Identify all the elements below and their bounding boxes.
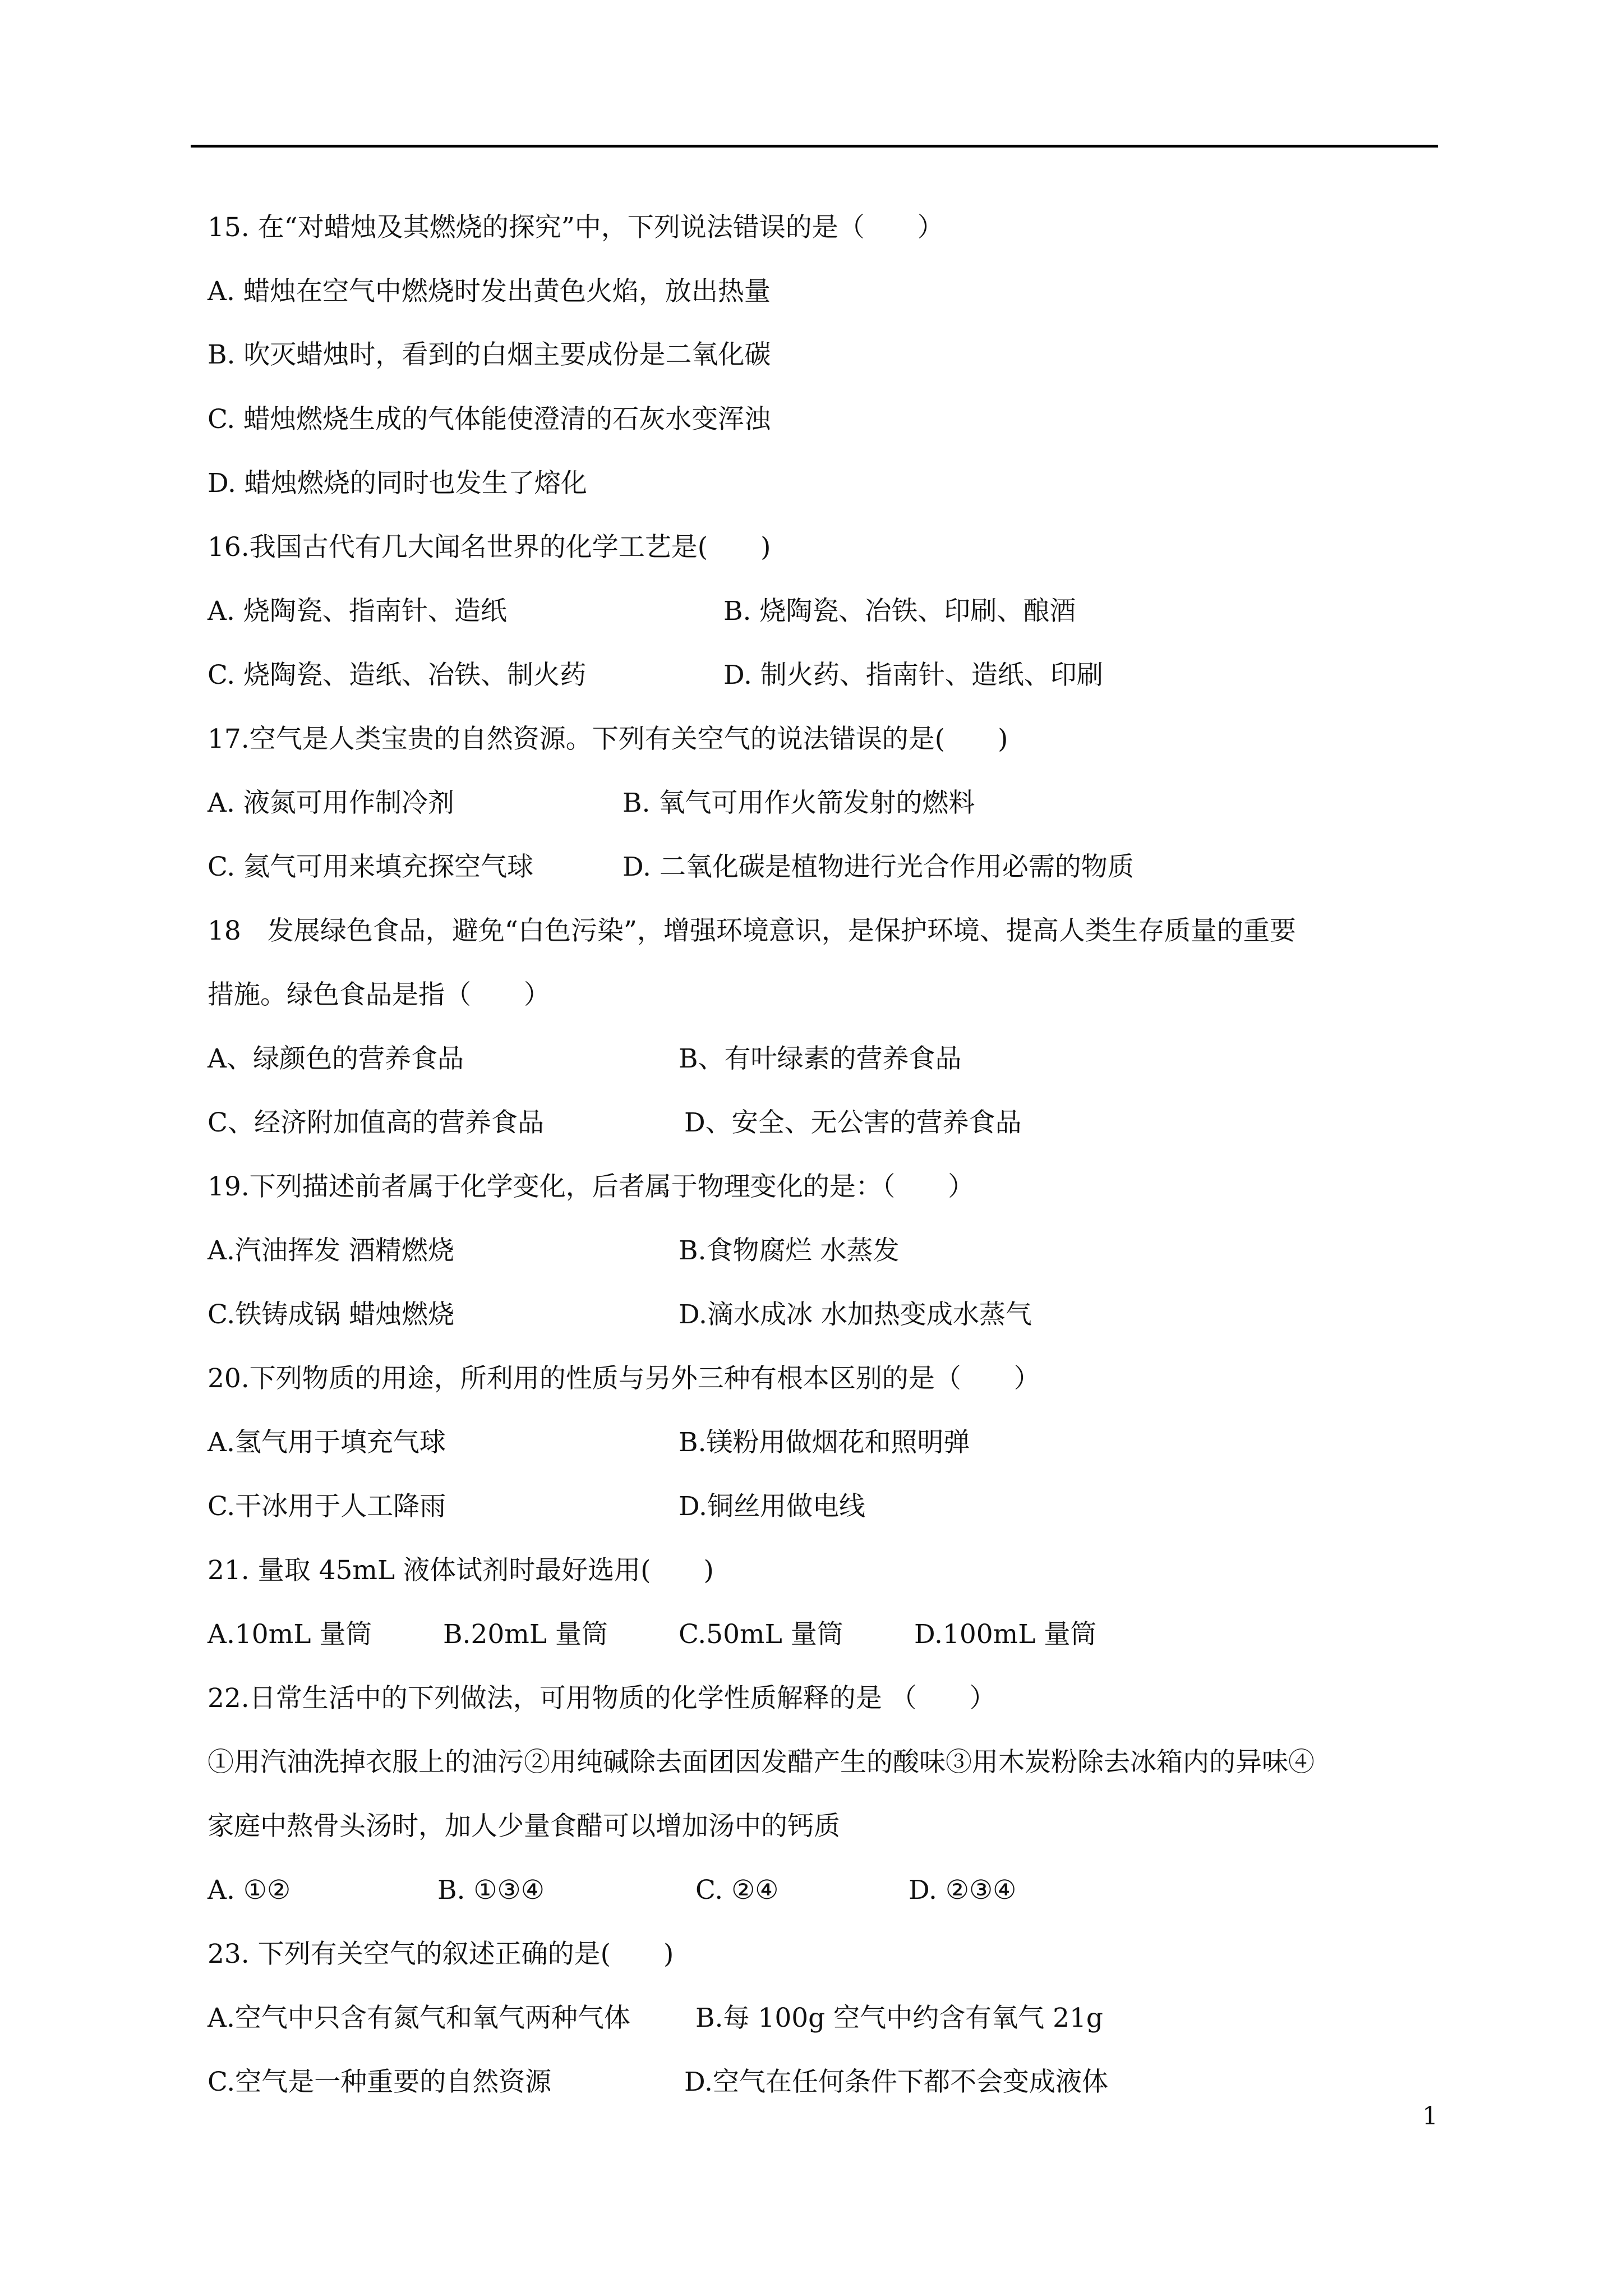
q21-option-a: A.10mL 量筒: [208, 1619, 372, 1650]
q23-option-a: A.空气中只含有氮气和氧气两种气体: [208, 2003, 630, 2033]
q15-option-c: C. 蜡烛燃烧生成的气体能使澄清的石灰水变浑浊: [208, 404, 771, 435]
q16-option-a: A. 烧陶瓷、指南针、造纸: [208, 596, 507, 627]
q23-stem: 23. 下列有关空气的叙述正确的是( ): [208, 1939, 674, 1970]
q17-option-d: D. 二氧化碳是植物进行光合作用必需的物质: [623, 852, 1134, 882]
q19-option-d: D.滴水成冰 水加热变成水蒸气: [679, 1299, 1032, 1330]
q18-option-c: C、经济附加值高的营养食品: [208, 1107, 544, 1138]
q17-option-b: B. 氧气可用作火箭发射的燃料: [623, 788, 975, 818]
q22-option-c: C. ②④: [695, 1875, 779, 1906]
q22-option-d: D. ②③④: [909, 1875, 1017, 1906]
q18-option-b: B、有叶绿素的营养食品: [679, 1043, 962, 1074]
q22-body-line1: ①用汽油洗掉衣服上的油污②用纯碱除去面团因发醋产生的酸味③用木炭粉除去冰箱内的异味④: [208, 1747, 1315, 1778]
q17-option-c: C. 氦气可用来填充探空气球: [208, 852, 534, 882]
q16-stem: 16.我国古代有几大闻名世界的化学工艺是( ): [208, 532, 771, 563]
q22-option-a: A. ①②: [208, 1875, 291, 1906]
q21-stem: 21. 量取 45mL 液体试剂时最好选用( ): [208, 1555, 714, 1586]
q20-stem: 20.下列物质的用途，所利用的性质与另外三种有根本区别的是（ ）: [208, 1363, 1040, 1394]
q23-option-d: D.空气在任何条件下都不会变成液体: [684, 2067, 1108, 2097]
q23-option-b: B.每 100g 空气中约含有氧气 21g: [695, 2003, 1103, 2033]
q18-option-a: A、绿颜色的营养食品: [208, 1043, 464, 1074]
q15-stem: 15. 在“对蜡烛及其燃烧的探究”中，下列说法错误的是（ ）: [208, 212, 944, 243]
q21-option-b: B.20mL 量筒: [443, 1619, 608, 1650]
q20-option-a: A.氢气用于填充气球: [208, 1427, 446, 1458]
q17-stem: 17.空气是人类宝贵的自然资源。下列有关空气的说法错误的是( ): [208, 724, 1008, 754]
header-rule: [191, 145, 1438, 148]
q16-option-b: B. 烧陶瓷、冶铁、印刷、酿酒: [723, 596, 1076, 627]
q19-option-b: B.食物腐烂 水蒸发: [679, 1235, 900, 1266]
q20-option-c: C.干冰用于人工降雨: [208, 1491, 446, 1522]
q15-option-a: A. 蜡烛在空气中燃烧时发出黄色火焰，放出热量: [208, 276, 771, 307]
q19-stem: 19.下列描述前者属于化学变化，后者属于物理变化的是：（ ）: [208, 1171, 975, 1202]
q16-option-d: D. 制火药、指南针、造纸、印刷: [723, 660, 1103, 691]
q22-stem: 22.日常生活中的下列做法，可用物质的化学性质解释的是 （ ）: [208, 1683, 996, 1714]
q19-option-a: A.汽油挥发 酒精燃烧: [208, 1235, 454, 1266]
q15-option-b: B. 吹灭蜡烛时，看到的白烟主要成份是二氧化碳: [208, 339, 771, 370]
q21-option-c: C.50mL 量筒: [679, 1619, 843, 1650]
q18-stem-line2: 措施。绿色食品是指（ ）: [208, 979, 550, 1010]
q22-body-line2: 家庭中熬骨头汤时，加人少量食醋可以增加汤中的钙质: [208, 1811, 840, 1842]
q17-option-a: A. 液氮可用作制冷剂: [208, 788, 454, 818]
q18-stem-line1: 18 发展绿色食品，避免“白色污染”，增强环境意识，是保护环境、提高人类生存质量的重要: [208, 915, 1296, 946]
q15-option-d: D. 蜡烛燃烧的同时也发生了熔化: [208, 468, 587, 499]
q20-option-b: B.镁粉用做烟花和照明弹: [679, 1427, 970, 1458]
q21-option-d: D.100mL 量筒: [914, 1619, 1097, 1650]
q20-option-d: D.铜丝用做电线: [679, 1491, 865, 1522]
q19-option-c: C.铁铸成锅 蜡烛燃烧: [208, 1299, 455, 1330]
q16-option-c: C. 烧陶瓷、造纸、冶铁、制火药: [208, 660, 587, 691]
page-number: 1: [1422, 2102, 1438, 2131]
q18-option-d: D、安全、无公害的营养食品: [684, 1107, 1022, 1138]
q23-option-c: C.空气是一种重要的自然资源: [208, 2067, 552, 2097]
q22-option-b: B. ①③④: [437, 1875, 545, 1906]
